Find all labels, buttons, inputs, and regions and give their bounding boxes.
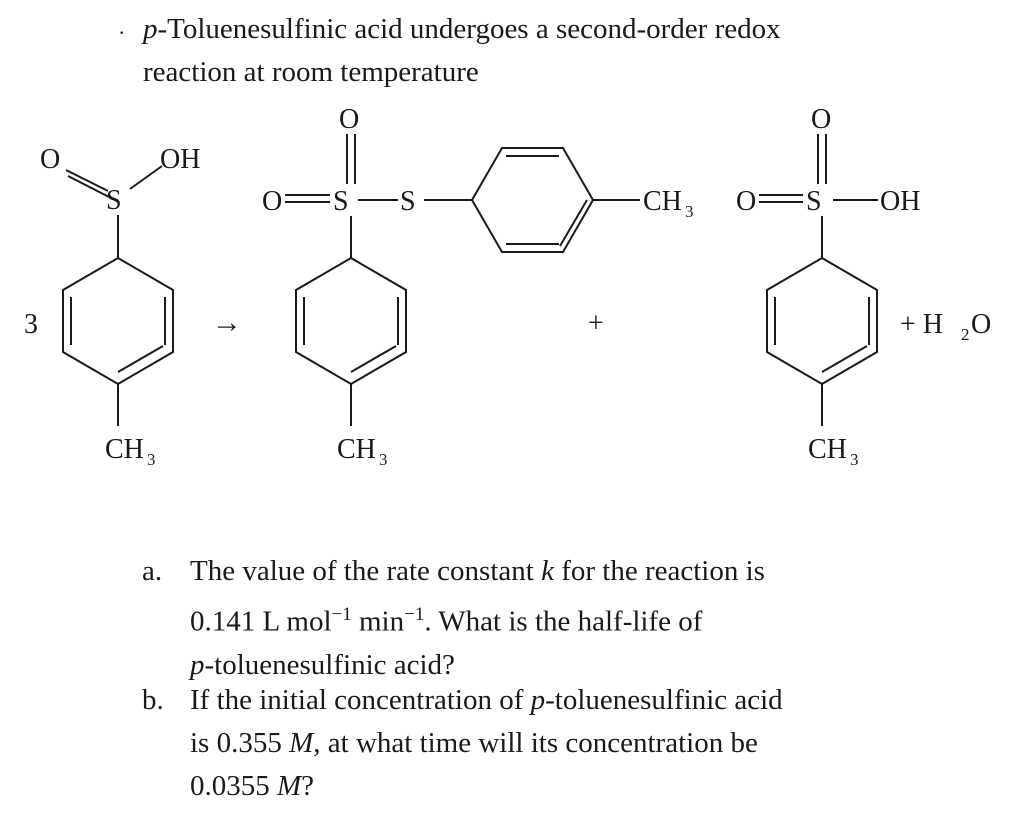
methyl-sub-3: 3: [147, 450, 156, 469]
qa-l3-rest: -toluenesulfinic acid?: [204, 648, 455, 681]
water-oxygen: O: [971, 309, 992, 340]
qb-l1-post: -toluenesulfinic acid: [545, 684, 783, 716]
qb-l2-pre: is 0.355: [190, 727, 290, 759]
question-b-line-2: [190, 722, 1010, 765]
atom-O-left-2: O: [736, 186, 757, 217]
atom-O-top-2: O: [811, 104, 832, 135]
reactant-structure: [40, 144, 200, 469]
methyl-bottom-CH: CH: [337, 434, 376, 465]
intro-italic-p: p: [143, 13, 158, 45]
methyl-right-CH: CH: [643, 186, 682, 217]
question-a-line-2: [190, 593, 990, 644]
question-a-line-1: [190, 550, 990, 593]
intro-line-1-rest: -Toluenesulfinic acid undergoes a second-order redox: [157, 13, 781, 45]
qa-p-italic: p: [190, 648, 205, 681]
plus-water-label: + H: [900, 309, 944, 340]
qa-sup-1: −1: [331, 604, 352, 625]
question-b-line-3: [190, 765, 1010, 808]
qb-M-italic-2: M: [277, 770, 302, 802]
qa-l2-mid: min: [351, 605, 405, 638]
intro-line-2: reaction at room temperature: [143, 56, 479, 88]
methyl-CH-2: CH: [808, 434, 847, 465]
reaction-arrow: →: [212, 306, 242, 339]
qb-l2-post: , at what time will its concentration be: [313, 727, 758, 759]
qb-l3-pre: 0.0355: [190, 770, 277, 802]
question-a-letter: a.: [142, 555, 163, 587]
question-b-letter: b.: [142, 684, 164, 716]
qb-M-italic-1: M: [289, 727, 314, 759]
qb-l1-pre: If the initial concentration of: [190, 684, 531, 716]
atom-OH-2: OH: [880, 186, 921, 217]
stoichiometric-coefficient: 3: [24, 309, 38, 340]
plus-sign: +: [588, 308, 604, 339]
qa-l2-pre: 0.141 L mol: [190, 605, 332, 638]
atom-O-top: O: [339, 104, 360, 135]
methyl-bottom-sub-3: 3: [379, 450, 388, 469]
atom-O: O: [40, 144, 61, 175]
water-subscript: 2: [961, 325, 970, 344]
qb-l3-post: ?: [301, 770, 315, 802]
sulfonic-acid-structure: [736, 104, 920, 469]
question-b-line-1: [190, 679, 1010, 722]
methyl-sub-3-2: 3: [850, 450, 859, 469]
qa-l1-pre: The value of the rate constant: [190, 555, 542, 587]
atom-S2: S: [400, 186, 416, 217]
qa-k-italic: k: [541, 555, 554, 587]
methyl-CH: CH: [105, 434, 144, 465]
atom-S3: S: [806, 186, 822, 217]
qa-l1-post: for the reaction is: [553, 555, 765, 587]
qb-p-italic: p: [530, 684, 546, 716]
atom-O-left: O: [262, 186, 283, 217]
thiosulfonate-structure: [262, 104, 694, 469]
question-b-text: [190, 679, 1010, 808]
bullet-mark: ·: [118, 20, 126, 45]
qa-l2-post: . What is the half-life of: [424, 605, 703, 638]
atom-S1: S: [333, 186, 349, 217]
atom-OH: OH: [160, 144, 201, 175]
qa-sup-2: −1: [404, 604, 425, 625]
atom-S: S: [106, 185, 122, 216]
question-a-text: [190, 550, 990, 687]
methyl-right-sub-3: 3: [685, 202, 694, 221]
